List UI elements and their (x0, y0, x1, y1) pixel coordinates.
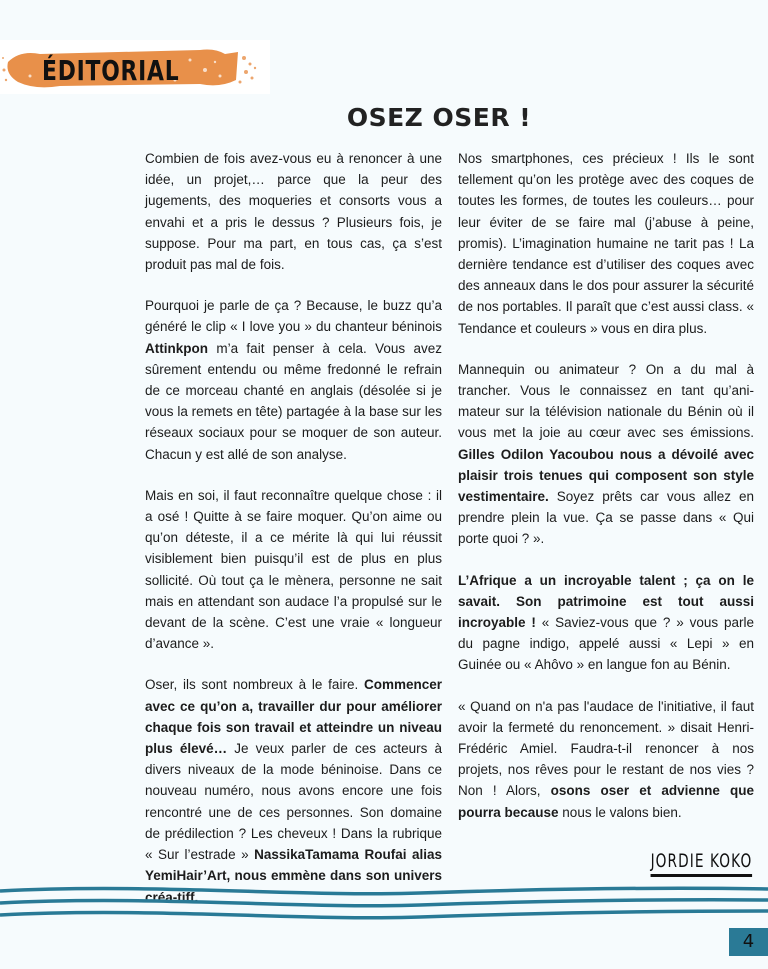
page-number: 4 (729, 928, 768, 956)
left-column (145, 148, 442, 908)
text-span: Je veux parler de ces acteurs à divers niveaux de la mode béninoise. Dans ce nouveau numéro, nous avons encore une fois rencontré une de ces personnes. Son domaine de prédilection ? Les cheveux ! Dans la rubrique « Sur l’estrade » (145, 741, 442, 863)
paragraph (458, 696, 754, 823)
section-banner (0, 40, 270, 94)
paragraph: Mais en soi, il faut reconnaître quelque chose : il a osé ! Quitte à se faire moquer. Qu’on aime ou qu’on déteste, il a ce mérite là qui lui réussit visiblement bien puisqu’il est de plus en plus sollicité. Où tout ça le mènera, personne ne sait mais en attendant son audace l’a propulsé sur le devant de la scène. C’est une vraie « longueur d’avance ». (145, 487, 442, 652)
paragraph (145, 295, 442, 465)
wave-line (0, 900, 768, 906)
bold-text: L’Afrique a un incroyable talent ; ça on le savait. Son patrimoine est tout aussi incroyable ! (458, 572, 754, 631)
text-span: Oser, ils sont nombreux à le faire. (145, 677, 364, 693)
wave-decoration (0, 885, 768, 925)
text-span: « Saviez-vous que ? » vous parle du pagne indigo, appelé aussi « Lepi » en Guinée ou « Ahôvo » en langue fon au Bénin. (458, 615, 754, 673)
paragraph (458, 359, 754, 550)
bold-text: Gilles Odilon Yacoubou nous a dévoilé avec plaisir trois tenues qui composent son style vestimentaire. (458, 446, 754, 505)
bold-text: osons oser et advienne que pourra because (458, 783, 754, 820)
paragraph: Nos smartphones, ces précieux ! Ils le sont tellement qu’on les protège avec des coques de toutes les formes, de toutes les couleurs… pour leur éviter de se faire mal (j’abuse à peine, promis). L’imagination humaine ne tarit pas ! La dernière tendance est d’utiliser des coques avec des anneaux dans le dos pour assurer la sécurité de nos portables. Il paraît que c’est aussi class. « Tendance et couleurs » vous en dira plus. (458, 151, 754, 336)
text-span: m’a fait penser à cela. Vous avez sûrement entendu ou même fredonné le refrain de ce morceau chanté en anglais (désolée si je vous la remets en tête) partagée à la base sur les réseaux sociaux pour se moquer de son auteur. Chacun y est allé de son analyse. (145, 340, 442, 462)
author-signature: JORDIE KOKO (650, 850, 752, 877)
text-span: Soyez prêts car vous allez en prendre plein la vue. Ça se passe dans « Qui porte quoi ? ». (458, 489, 754, 547)
right-column (458, 148, 754, 823)
text-span: « Quand on n'a pas l'audace de l'initiative, il faut avoir la fermeté du renoncement. » disait Henri-Frédéric Amiel. Faudra-t-il renoncer à nos projets, nos rêves pour le restant de nos vies ? Non ! Alors, (458, 698, 754, 799)
wave-line (0, 911, 768, 918)
paragraph (145, 674, 442, 907)
section-label: ÉDITORIAL (42, 54, 180, 87)
text-span: Pourquoi je parle de ça ? Because, le buzz qu’a généré le clip « I love you » du chanteur béninois (145, 298, 442, 335)
article-title: OSEZ OSER ! (346, 103, 532, 132)
text-span: Mannequin ou animateur ? On a du mal à trancher. Vous le connaissez en tant qu’animateur sur la télévision nationale du Bénin où il vous met la joie au cœur avec ses émissions. (458, 361, 754, 441)
bold-text: Attinkpon (145, 340, 208, 356)
paragraph (458, 570, 754, 676)
paragraph: Combien de fois avez-vous eu à renoncer à une idée, un projet,… parce que la peur des jugements, des moqueries et consorts vous a envahi et a pris le dessus ? Plusieurs fois, je suppose. Pour ma part, en tous cas, ça s’est produit pas mal de fois. (145, 151, 442, 273)
bold-text: NassikaTamama Roufai alias YemiHair’Art, nous emmène dans son univers créa-tiff. (145, 847, 442, 905)
wave-line (0, 888, 768, 894)
text-span: nous le valons bien. (558, 804, 682, 820)
bold-text: Commencer avec ce qu’on a, travailler dur pour améliorer chaque fois son travail et atteindre un niveau plus élevé… (145, 677, 442, 757)
